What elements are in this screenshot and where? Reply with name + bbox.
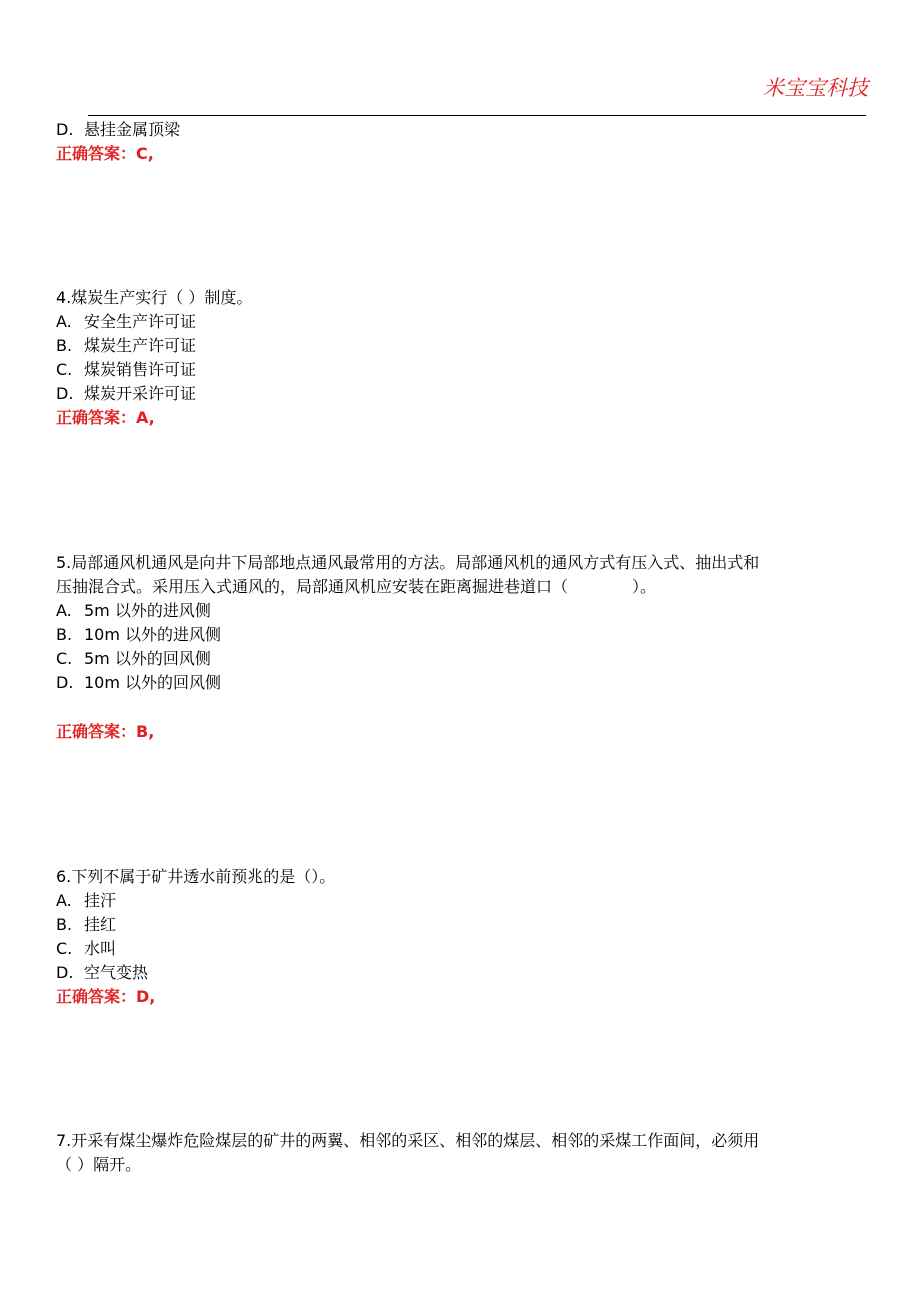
q7-question-line2: （ ）隔开。 bbox=[56, 1155, 142, 1174]
q5-answer: 正确答案：B, bbox=[56, 722, 155, 741]
option-text: 安全生产许可证 bbox=[84, 312, 197, 331]
q5-question-line2 bbox=[56, 575, 656, 599]
option-text: 10m 以外的进风侧 bbox=[84, 625, 222, 644]
q6-option-a bbox=[56, 889, 116, 913]
option-text: 水叫 bbox=[84, 939, 117, 958]
q4-option-b bbox=[56, 334, 196, 358]
option-letter: B. bbox=[56, 336, 73, 355]
q6-option-c bbox=[56, 937, 116, 961]
q5-question-line1: 5.局部通风机通风是向井下局部地点通风最常用的方法。局部通风机的通风方式有压入式、抽出式和 bbox=[56, 553, 760, 572]
option-letter: D. bbox=[56, 120, 74, 139]
option-letter: D. bbox=[56, 963, 74, 982]
option-letter: C. bbox=[56, 649, 73, 668]
option-text: 空气变热 bbox=[84, 963, 149, 982]
option-text: 5m 以外的回风侧 bbox=[84, 649, 211, 668]
q4-answer: 正确答案：A, bbox=[56, 408, 155, 427]
q3-answer: 正确答案：C, bbox=[56, 144, 154, 163]
option-text: 悬挂金属顶梁 bbox=[84, 120, 181, 139]
brand-logo-text: 米宝宝科技 bbox=[763, 76, 868, 100]
header-divider bbox=[88, 115, 866, 116]
option-text: 煤炭开采许可证 bbox=[84, 384, 197, 403]
option-letter: A. bbox=[56, 891, 72, 910]
q6-option-d bbox=[56, 961, 148, 985]
q5-question-text: 压抽混合式。采用压入式通风的，局部通风机应安装在距离掘进巷道口（ bbox=[56, 577, 569, 596]
q7-question-line1: 7.开采有煤尘爆炸危险煤层的矿井的两翼、相邻的采区、相邻的煤层、相邻的采煤工作面间，必须用 bbox=[56, 1131, 760, 1150]
q6-answer: 正确答案：D, bbox=[56, 987, 156, 1006]
option-letter: C. bbox=[56, 939, 73, 958]
option-text: 5m 以外的进风侧 bbox=[84, 601, 211, 620]
q4-question: 4.煤炭生产实行（ ）制度。 bbox=[56, 288, 253, 307]
q5-option-d bbox=[56, 671, 221, 695]
option-text: 煤炭生产许可证 bbox=[84, 336, 197, 355]
option-text: 挂汗 bbox=[84, 891, 117, 910]
q6-option-b bbox=[56, 913, 116, 937]
option-letter: D. bbox=[56, 384, 74, 403]
q5-option-b bbox=[56, 623, 221, 647]
q4-option-d bbox=[56, 382, 196, 406]
option-letter: A. bbox=[56, 601, 72, 620]
option-letter: D. bbox=[56, 673, 74, 692]
q5-option-c bbox=[56, 647, 211, 671]
q4-option-c bbox=[56, 358, 196, 382]
q5-option-a bbox=[56, 599, 211, 623]
q6-question: 6.下列不属于矿井透水前预兆的是（）。 bbox=[56, 867, 336, 886]
q4-option-a bbox=[56, 310, 196, 334]
option-text: 煤炭销售许可证 bbox=[84, 360, 197, 379]
option-letter: A. bbox=[56, 312, 72, 331]
option-letter: C. bbox=[56, 360, 73, 379]
option-text: 挂红 bbox=[84, 915, 117, 934]
option-letter: B. bbox=[56, 915, 73, 934]
q3-option-d bbox=[56, 118, 180, 142]
q5-question-end: ）。 bbox=[632, 577, 657, 596]
option-letter: B. bbox=[56, 625, 73, 644]
option-text: 10m 以外的回风侧 bbox=[84, 673, 222, 692]
